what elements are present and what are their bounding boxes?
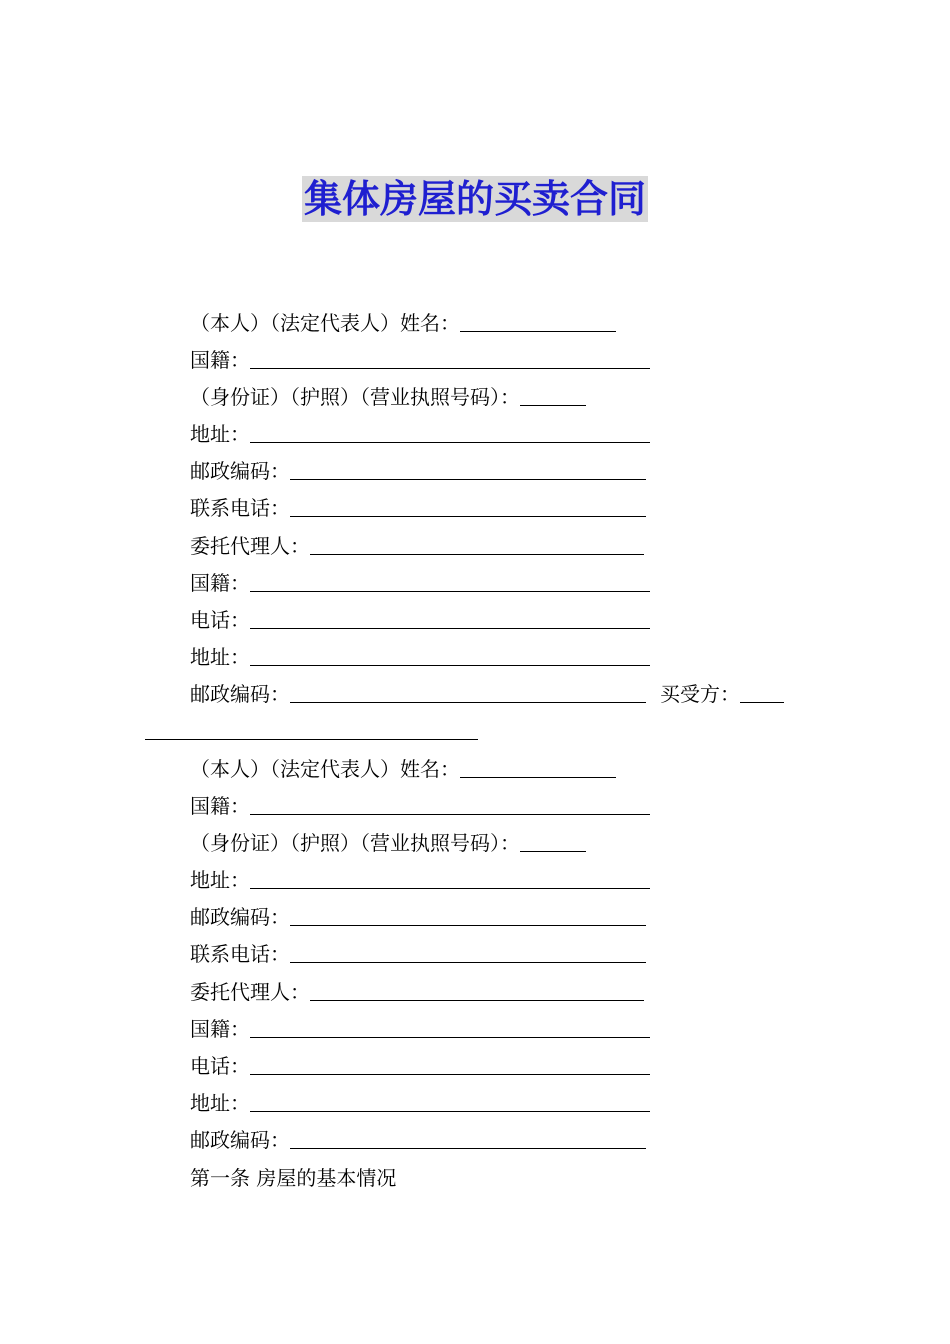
seller-postcode-line — [190, 454, 646, 484]
seller-agent-phone-line — [190, 603, 650, 633]
buyer-address-line — [190, 863, 650, 893]
buyer-phone-blank — [290, 942, 646, 963]
seller-id-line — [190, 380, 586, 410]
seller-agent-line — [190, 529, 644, 559]
seller-phone-label: 联系电话： — [190, 496, 290, 520]
seller-phone-line — [190, 491, 646, 521]
seller-agent-phone-label: 电话： — [190, 608, 250, 632]
seller-agent-nationality-label: 国籍： — [190, 571, 250, 595]
buyer-agent-address-blank — [250, 1091, 650, 1112]
document-title: 集体房屋的买卖合同 — [303, 177, 646, 221]
seller-agent-address-line — [190, 640, 650, 670]
seller-id-label: （身份证）（护照）（营业执照号码）： — [190, 385, 520, 409]
buyer-agent-postcode-label: 邮政编码： — [190, 1128, 290, 1152]
seller-agent-address-blank — [250, 645, 650, 666]
seller-agent-postcode-label: 邮政编码： — [190, 682, 290, 706]
buyer-id-blank — [520, 831, 586, 852]
seller-postcode-blank — [290, 459, 646, 480]
seller-agent-nationality-line — [190, 566, 650, 596]
seller-nationality-line — [190, 343, 650, 373]
buyer-agent-phone-blank — [250, 1054, 650, 1075]
seller-nationality-blank — [250, 348, 650, 369]
buyer-agent-postcode-line — [190, 1123, 646, 1153]
buyer-agent-address-line — [190, 1086, 650, 1116]
buyer-agent-address-label: 地址： — [190, 1091, 250, 1115]
buyer-name-blank — [460, 757, 616, 778]
buyer-heading-blank — [740, 682, 784, 703]
seller-address-blank — [250, 422, 650, 443]
buyer-id-label: （身份证）（护照）（营业执照号码）： — [190, 831, 520, 855]
seller-agent-nationality-blank — [250, 571, 650, 592]
seller-agent-address-label: 地址： — [190, 645, 250, 669]
seller-name-label: （本人）（法定代表人）姓名： — [190, 311, 460, 335]
seller-agent-postcode-line — [190, 677, 784, 707]
buyer-name-line — [190, 752, 616, 782]
seller-phone-blank — [290, 496, 646, 517]
buyer-heading-blank-continued — [145, 738, 478, 740]
seller-agent-phone-blank — [250, 608, 650, 629]
buyer-nationality-line — [190, 789, 650, 819]
buyer-id-line — [190, 826, 586, 856]
seller-name-blank — [460, 311, 616, 332]
buyer-postcode-line — [190, 900, 646, 930]
buyer-address-blank — [250, 868, 650, 889]
buyer-agent-line — [190, 975, 644, 1005]
seller-postcode-label: 邮政编码： — [190, 459, 290, 483]
buyer-agent-nationality-blank — [250, 1017, 650, 1038]
buyer-postcode-blank — [290, 905, 646, 926]
buyer-nationality-blank — [250, 794, 650, 815]
buyer-name-label: （本人）（法定代表人）姓名： — [190, 757, 460, 781]
seller-address-line — [190, 417, 650, 447]
buyer-agent-postcode-blank — [290, 1128, 646, 1149]
buyer-phone-line — [190, 937, 646, 967]
buyer-agent-label: 委托代理人： — [190, 980, 310, 1004]
article-1-heading: 第一条 房屋的基本情况 — [190, 1166, 397, 1190]
seller-agent-label: 委托代理人： — [190, 534, 310, 558]
buyer-agent-blank — [310, 980, 644, 1001]
buyer-agent-nationality-label: 国籍： — [190, 1017, 250, 1041]
seller-id-blank — [520, 385, 586, 406]
buyer-agent-phone-line — [190, 1049, 650, 1079]
buyer-agent-nationality-line — [190, 1012, 650, 1042]
buyer-postcode-label: 邮政编码： — [190, 905, 290, 929]
title-wrapper — [0, 176, 950, 222]
seller-nationality-label: 国籍： — [190, 348, 250, 372]
buyer-phone-label: 联系电话： — [190, 942, 290, 966]
seller-agent-postcode-blank — [290, 682, 646, 703]
buyer-agent-phone-label: 电话： — [190, 1054, 250, 1078]
seller-name-line — [190, 306, 616, 336]
buyer-nationality-label: 国籍： — [190, 794, 250, 818]
seller-address-label: 地址： — [190, 422, 250, 446]
buyer-address-label: 地址： — [190, 868, 250, 892]
buyer-heading-label: 买受方： — [660, 682, 740, 706]
seller-agent-blank — [310, 534, 644, 555]
